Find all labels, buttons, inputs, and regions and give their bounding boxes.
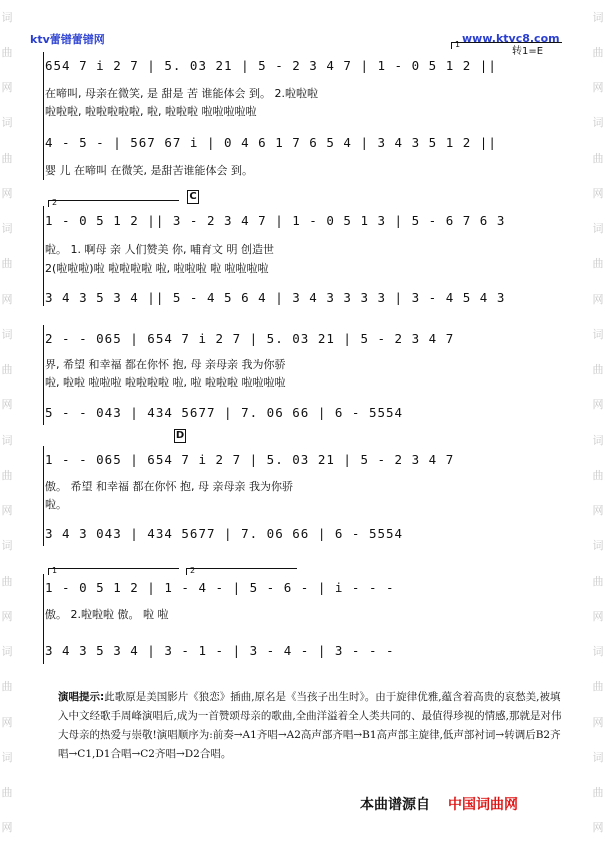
watermark-left-char: 词 — [1, 750, 13, 764]
watermark-left-char: 网 — [1, 609, 13, 623]
watermark-right-char: 曲 — [592, 468, 604, 482]
watermark-right-char: 词 — [592, 750, 604, 764]
system3-bass: 5 - - 043 | 434 5677 | 7. 06 66 | 6 - 5554 — [45, 405, 404, 420]
performance-notes — [58, 688, 563, 764]
watermark-right-char: 网 — [592, 398, 604, 412]
system2-bracket — [43, 206, 44, 306]
system1-melody: 654 7 i 2 7 | 5. 03 21 | 5 - 2 3 4 7 | 1 - 0 5 1 2 || — [45, 58, 497, 73]
watermark-right-char: 曲 — [592, 786, 604, 800]
watermark-left-char: 词 — [1, 222, 13, 236]
watermark-left-char: 网 — [1, 81, 13, 95]
system4-bass: 3 4 3 043 | 434 5677 | 7. 06 66 | 6 - 5554 — [45, 526, 404, 541]
watermark-left-char: 曲 — [1, 786, 13, 800]
watermark-left-char: 网 — [1, 821, 13, 835]
watermark-right-char: 曲 — [592, 45, 604, 59]
system5-lyrics1: 傲。 2.啦啦啦 傲。 啦 啦 — [45, 608, 169, 621]
watermark-left-char: 网 — [1, 504, 13, 518]
watermark-left-char: 曲 — [1, 363, 13, 377]
watermark-left-char: 曲 — [1, 468, 13, 482]
watermark-right-char: 词 — [592, 645, 604, 659]
watermark-right — [591, 0, 605, 846]
source-site[interactable]: 中国词曲网 — [448, 797, 518, 813]
system3-lyrics1: 界, 希望 和幸福 都在你怀 抱, 母 亲母亲 我为你骄 — [45, 358, 286, 371]
rehearsal-mark-d: D — [175, 430, 185, 441]
system1-bracket — [43, 52, 44, 180]
system1-lyrics2: 啦啦啦, 啦啦啦啦啦, 啦, 啦啦啦 啦啦啦啦啦 — [45, 105, 257, 118]
watermark-left-char: 网 — [1, 715, 13, 729]
watermark-right-char: 词 — [592, 116, 604, 130]
volta-2: 2 — [48, 200, 179, 207]
watermark-left-char: 曲 — [1, 151, 13, 165]
watermark-left-char: 曲 — [1, 680, 13, 694]
watermark-right-char: 网 — [592, 715, 604, 729]
watermark-right-char: 网 — [592, 609, 604, 623]
system4-bracket — [43, 446, 44, 546]
watermark-left-char: 网 — [1, 292, 13, 306]
system3-melody: 2 - - 065 | 654 7 i 2 7 | 5. 03 21 | 5 - 2 3 4 7 — [45, 331, 455, 346]
watermark-left-char: 网 — [1, 398, 13, 412]
watermark-left-char: 词 — [1, 433, 13, 447]
watermark-left-char: 词 — [1, 539, 13, 553]
watermark-left — [0, 0, 14, 846]
watermark-right-char: 网 — [592, 186, 604, 200]
watermark-left-char: 词 — [1, 327, 13, 341]
site-watermark-left[interactable]: ktv蕾镨蕾镨网 — [30, 33, 105, 46]
volta-1: 1 — [451, 42, 562, 49]
key-change-mark: 转1=E — [512, 46, 544, 57]
notes-label: 演唱提示: — [58, 691, 105, 703]
watermark-right-char: 词 — [592, 327, 604, 341]
system2-lyrics1: 啦。 1. 啊母 亲 人们赞美 你, 哺育文 明 创造世 — [45, 243, 274, 256]
watermark-right-char: 网 — [592, 504, 604, 518]
watermark-left-char: 词 — [1, 116, 13, 130]
watermark-right-char: 词 — [592, 539, 604, 553]
system3-lyrics2: 啦, 啦啦 啦啦啦 啦啦啦啦 啦, 啦 啦啦啦 啦啦啦啦 — [45, 376, 286, 389]
system1-lyrics1: 在啼叫, 母亲在微笑, 是 甜是 苦 谁能体会 到。 2.啦啦啦 — [45, 87, 318, 100]
watermark-left-char: 曲 — [1, 574, 13, 588]
watermark-right-char: 曲 — [592, 257, 604, 271]
source-credit — [360, 794, 518, 814]
system1-bass: 4 - 5 - | 567 67 i | 0 4 6 1 7 6 5 4 | 3 4 3 5 1 2 || — [45, 135, 497, 150]
volta-5b: 2 — [186, 568, 297, 575]
watermark-right-char: 曲 — [592, 574, 604, 588]
system4-lyrics1: 傲。 希望 和幸福 都在你怀 抱, 母 亲母亲 我为你骄 — [45, 480, 293, 493]
system5-melody: 1 - 0 5 1 2 | 1 - 4 - | 5 - 6 - | i - - - — [45, 580, 395, 595]
system1-bass-lyrics: 婴 儿 在啼叫 在微笑, 是甜苦谁能体会 到。 — [45, 164, 253, 177]
system2-bass: 3 4 3 5 3 4 || 5 - 4 5 6 4 | 3 4 3 3 3 3 | 3 - 4 5 4 3 — [45, 290, 506, 305]
watermark-right-char: 曲 — [592, 151, 604, 165]
rehearsal-mark-c: C — [187, 190, 199, 204]
watermark-right-char: 词 — [592, 433, 604, 447]
watermark-right-char: 曲 — [592, 680, 604, 694]
watermark-left-char: 曲 — [1, 257, 13, 271]
watermark-right-char: 网 — [592, 292, 604, 306]
system4-melody: 1 - - 065 | 654 7 i 2 7 | 5. 03 21 | 5 - 2 3 4 7 — [45, 452, 455, 467]
system2-lyrics2: 2(啦啦啦)啦 啦啦啦啦 啦, 啦啦啦 啦 啦啦啦啦 — [45, 262, 269, 275]
watermark-right-char: 词 — [592, 222, 604, 236]
system4-lyrics2: 啦。 — [45, 498, 67, 511]
volta-5a: 1 — [48, 568, 179, 575]
system5-bass: 3 4 3 5 3 4 | 3 - 1 - | 3 - 4 - | 3 - - - — [45, 643, 395, 658]
watermark-left-char: 词 — [1, 10, 13, 24]
watermark-right-char: 词 — [592, 10, 604, 24]
watermark-right-char: 网 — [592, 821, 604, 835]
system2-melody: 1 - 0 5 1 2 || 3 - 2 3 4 7 | 1 - 0 5 1 3 | 5 - 6 7 6 3 — [45, 213, 506, 228]
watermark-right-char: 网 — [592, 81, 604, 95]
watermark-left-char: 曲 — [1, 45, 13, 59]
watermark-right-char: 曲 — [592, 363, 604, 377]
system5-bracket — [43, 574, 44, 664]
site-watermark-right[interactable]: www.ktvc8.com — [462, 32, 560, 45]
watermark-left-char: 网 — [1, 186, 13, 200]
system3-bracket — [43, 325, 44, 425]
source-prefix: 本曲谱源自 — [360, 797, 430, 813]
watermark-left-char: 词 — [1, 645, 13, 659]
notes-text: 此歌原是美国影片《狼恋》插曲,原名是《当孩子出生时》。由于旋律优雅,蕴含着高贵的哀愁美,被填入中文经歌手周峰演唱后,成为一首赞颂母亲的歌曲,全曲洋溢着全人类共同的、最值得珍视的情感,那就是对伟大母亲的热爱与崇敬!演唱顺序为:前奏→A1齐唱→A2高声部齐唱→B1高声部主旋律,低声部衬词→转调后B2齐唱→C1,D1合唱→C2齐唱→D2合唱。 — [58, 691, 562, 760]
